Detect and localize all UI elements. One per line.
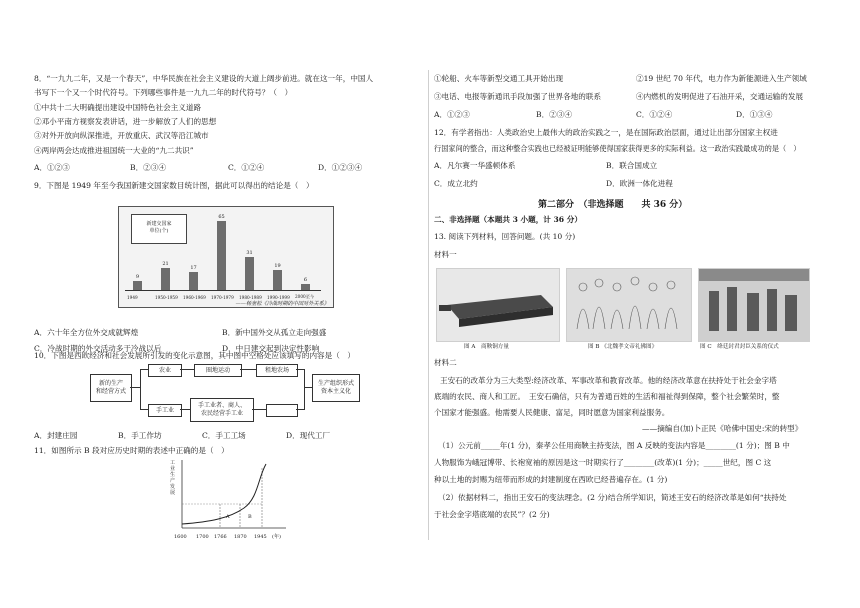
- flow-arrow: [304, 387, 312, 388]
- chart-value-label: 31: [246, 250, 253, 257]
- flow-handicraft: 手工业: [148, 404, 182, 417]
- q12-choice-a[interactable]: A．凡尔赛一华盛顿体系: [434, 161, 516, 170]
- q8-option-1: ①中共十二大明确提出建设中国特色社会主义道路: [34, 103, 202, 112]
- column-divider: [428, 70, 429, 540]
- figure-b-caption: 图 B 《北魏孝文帝礼佛图》: [588, 344, 658, 350]
- flow-connector: [296, 409, 304, 410]
- material-two-para-3: 个国家才能强盛。他需要人民健康、富足，同时愿意为国家利益服务。: [434, 408, 670, 417]
- figure-c-caption: 图 C 绛廷封君封臣关系的仪式: [700, 344, 779, 350]
- chart-bar: [133, 281, 142, 291]
- chart-bar: [161, 268, 170, 290]
- q13-sub-2-cont: 于社会金字塔底端的农民”？(2 分): [434, 510, 550, 519]
- material-two-para-2: 底端的农民、商人和工匠。 王安石确信，只有为普通百姓的生活和福祉得到保障，整个社会繁荣时，整: [434, 392, 780, 401]
- west-europe-flow-diagram: [90, 360, 380, 424]
- segment-a-label: A: [226, 514, 230, 520]
- chart-value-label: 17: [190, 265, 197, 272]
- procession-illustration: [567, 269, 691, 341]
- q11-option-3: ③电话、电报等新通讯手段加强了世界各地的联系: [434, 92, 602, 101]
- flow-connector: [296, 369, 304, 370]
- q11-option-1: ①轮船、火车等新型交通工具开始出现: [434, 74, 564, 83]
- flow-craft-workers: 手工业者、商人、 农民经营手工业: [190, 398, 254, 422]
- q8-option-3: ③对外开放向纵深推进，开放重庆、武汉等沿江城市: [34, 131, 209, 140]
- q11-stem: 11．如图所示 B 段对应历史时期的表述中正确的是（ ）: [34, 446, 229, 455]
- q8-choice-a[interactable]: A．①②③: [34, 163, 70, 172]
- chart-value-label: 19: [274, 262, 281, 269]
- q12-choice-d[interactable]: D．欧洲一体化进程: [606, 179, 673, 188]
- flow-connector: [140, 369, 141, 409]
- material-two-label: 材料二: [434, 358, 457, 367]
- flow-arrow: [240, 369, 256, 370]
- chart-bar: [189, 272, 198, 290]
- q11-choice-b[interactable]: B．②③④: [536, 110, 572, 119]
- x-tick: 1700: [196, 534, 209, 540]
- flow-agriculture: 农业: [148, 364, 182, 377]
- q12-stem-cont: 行国家间的整合，而这种整合实践也已经被证明能够使得国家获得更多的实际利益。这一政治实践最成功的是（ ）: [434, 144, 801, 153]
- q8-stem: 8．“一九九二年，又是一个春天”，中华民族在社会主义建设的大道上阔步前进。就在这一年，中国人: [34, 74, 374, 83]
- q8-stem-cont: 书写下一个又一个时代符号。下列哪些事件是一九九二年的时代符号？（ ）: [34, 88, 293, 97]
- flow-blank-box: [266, 404, 298, 417]
- q8-choice-b[interactable]: B．②③④: [130, 163, 166, 172]
- q11-choice-c[interactable]: C．①②④: [636, 110, 673, 119]
- chart-category-label: 1980-1989: [239, 295, 262, 300]
- x-tick: (年): [272, 534, 281, 540]
- x-tick: 1945: [254, 534, 267, 540]
- q9-choice-b[interactable]: B．新中国外交从孤立走向强盛: [222, 328, 327, 337]
- chart-bar: [273, 270, 282, 290]
- q11-choice-d[interactable]: D．①③④: [736, 110, 773, 119]
- chart-category-label: 1990-1999: [267, 295, 290, 300]
- flow-lease-farm: 租地农场: [256, 364, 298, 377]
- chart-source: ——杨奎松《冷战时期的中国对外关系》: [235, 301, 329, 307]
- material-one-label: 材料一: [434, 250, 457, 259]
- bronze-measure-illustration: [437, 269, 559, 341]
- q10-choice-a[interactable]: A．封建庄园: [34, 431, 78, 440]
- x-tick: 1600: [174, 534, 187, 540]
- figure-c-image: [698, 268, 810, 342]
- q9-stem: 9．下图是 1949 年至今我国新建交国家数目统计图，据此可以得出的结论是（ ）: [34, 181, 314, 190]
- part-two-title: 第二部分 （非选择题 共 36 分）: [538, 200, 688, 210]
- chart-value-label: 21: [162, 260, 169, 267]
- chart-value-label: 6: [303, 276, 308, 283]
- material-two-para-1: 王安石的改革分为三大类型:经济改革、军事改革和教育改革。他的经济改革意在扶持处于社会金字塔: [440, 376, 777, 385]
- q9-choice-c[interactable]: C．冷战时期的外交活动多于冷战以后: [34, 344, 162, 353]
- q12-choice-b[interactable]: B．联合国成立: [606, 161, 658, 170]
- x-tick: 1766: [214, 534, 227, 540]
- chart-value-label: 65: [218, 214, 225, 221]
- q8-option-2: ②邓小平南方视察发表讲话，进一步解放了人们的思想: [34, 117, 217, 126]
- q13-sub-1-end: 种以土地的封赐为纽带而形成的封建制度在西欧已经普遍存在。(1 分): [434, 475, 668, 484]
- figure-b-image: [566, 268, 692, 342]
- q10-stem: 10．下图是西欧经济和社会发展所引发的变化示意图，其中图中空格处应该填写的内容是（ ）: [34, 351, 356, 360]
- q10-choice-b[interactable]: B．手工作坊: [118, 431, 162, 440]
- chart-value-label: 9: [135, 273, 140, 280]
- q12-stem: 12．有学者指出：人类政治史上最伟大的政治实践之一，是在国际政治层面，通过让出部分国家主权进: [434, 128, 778, 137]
- q11-option-2: ②19 世纪 70 年代，电力作为新能源进入生产领域: [636, 74, 807, 83]
- chart-x-axis: [125, 290, 321, 291]
- figure-a-caption: 图 A 商鞅铜方量: [464, 344, 509, 350]
- flow-arrow: [180, 409, 190, 410]
- growth-curve: [182, 464, 266, 524]
- flow-connector: [140, 409, 148, 410]
- chart-bar: [245, 257, 254, 290]
- material-two-source: ——摘编自(加)卜正民《哈佛中国史:宋的转型》: [642, 424, 803, 433]
- chart-category-label: 2000至今: [295, 294, 315, 299]
- q13-stem: 13. 阅读下列材料，回答问题。(共 10 分): [434, 232, 576, 241]
- q13-sub-1: （1）公元前_____年(1 分)，秦孝公任用商鞅主持变法，图 A 反映的变法内容是________(1 分)；图 B 中: [438, 441, 790, 450]
- diplomacy-bar-chart: [118, 206, 334, 308]
- q11-choice-a[interactable]: A．①②③: [434, 110, 470, 119]
- q13-sub-2: （2）依据材料二，指出王安石的变法理念。(2 分)结合所学知识，简述王安石的经济改革是如何“扶持处: [438, 493, 787, 502]
- q8-option-4: ④两岸两会达成推进祖国统一大业的“九二共识”: [34, 146, 194, 155]
- flow-connector: [304, 369, 305, 410]
- chart-bar: [301, 284, 310, 290]
- flow-capitalist: 生产组织形式 资本主义化: [312, 374, 360, 402]
- flow-arrow: [252, 409, 266, 410]
- chart-category-label: 1950-1959: [155, 295, 178, 300]
- q9-choice-a[interactable]: A．六十年全方位外交成就辉煌: [34, 328, 139, 337]
- industrial-growth-chart: [170, 458, 290, 540]
- q13-sub-1-cont: 人物服饰为峨冠博带、长袍宽袖的原因是这一时期实行了________(改革)(1 分)；_____世纪，图 C 这: [434, 458, 772, 467]
- q9-choice-d[interactable]: D．中日建交起到决定性影响: [222, 344, 320, 353]
- curve-plot: [170, 458, 290, 540]
- q11-option-4: ④内燃机的发明促进了石油开采，交通运输的发展: [636, 92, 804, 101]
- segment-b-label: B: [248, 514, 252, 520]
- ceremony-illustration: [699, 269, 809, 341]
- q12-choice-c[interactable]: C．成立北约: [434, 179, 478, 188]
- flow-new-production: 新的生产 和经营方式: [90, 374, 132, 402]
- x-tick: 1870: [234, 534, 247, 540]
- q10-choice-d[interactable]: D．现代工厂: [286, 431, 331, 440]
- q10-choice-c[interactable]: C．手工工场: [202, 431, 246, 440]
- q8-choice-d[interactable]: D．①②③④: [318, 163, 363, 172]
- curve-y-label: 工业生产发展: [170, 460, 176, 496]
- chart-category-label: 1960-1969: [183, 295, 206, 300]
- chart-bar: [217, 221, 226, 290]
- chart-category-label: 1970-1979: [211, 295, 234, 300]
- flow-connector: [130, 387, 140, 388]
- figure-a-image: [436, 268, 560, 342]
- flow-enclosure: 圈地运动: [194, 364, 242, 377]
- flow-connector: [140, 369, 148, 370]
- chart-category-label: 1949: [127, 295, 138, 300]
- flow-arrow: [180, 369, 194, 370]
- q8-choice-c[interactable]: C．①②④: [228, 163, 265, 172]
- part-two-subtitle: 二、非选择题（本题共 3 小题，计 36 分）: [434, 215, 582, 224]
- chart-legend: 新建交国家 单位(个): [131, 214, 187, 244]
